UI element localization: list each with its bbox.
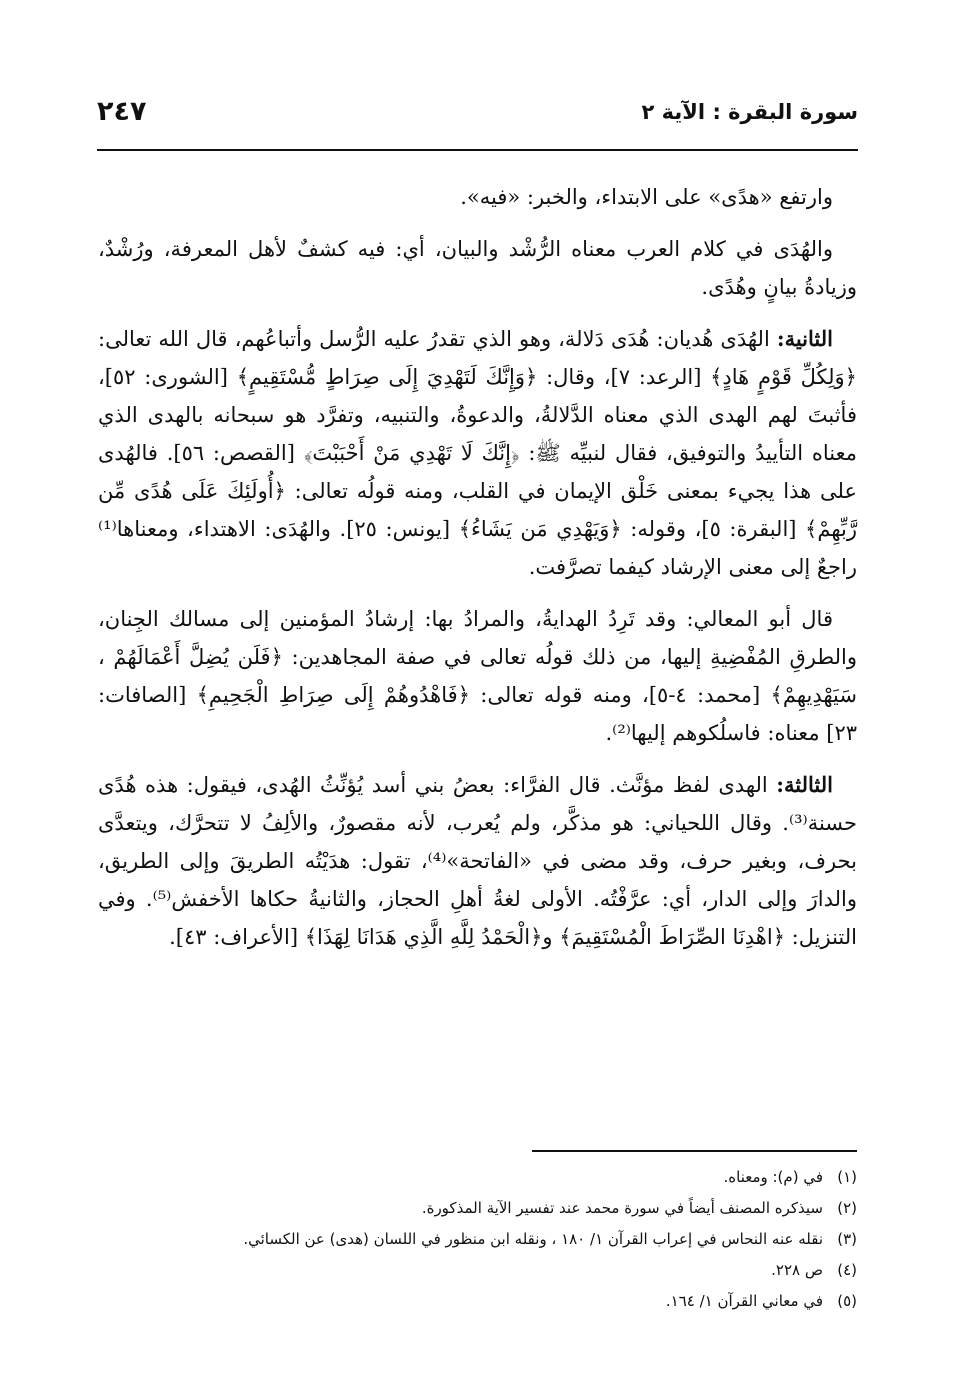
paragraph-text: الهدى لفظ مؤنَّث. قال الفرَّاء: بعضُ بني أسد يُؤنِّثُ الهُدى، فيقول: هذه هُدًى حسنة⁽³⁾. وقال اللحياني: هو مذكَّر، ولم يُعرب، لأنه مقصورٌ، والألِفُ لا تتحرَّك، ويتعدَّى بحرف، وبغير حرف، وقد مضى في «الفاتحة»⁽⁴⁾، تقول: هدَيْتُه الطريقَ وإلى الطريق، والدارَ وإلى الدار، أي: عرَّفْتُه. الأولى لغةُ أهلِ الحجاز، والثانيةُ حكاها الأخفش⁽⁵⁾. وفي التنزيل: ﴿اهْدِنَا الصِّرَاطَ الْمُسْتَقِيمَ﴾ و﴿الْحَمْدُ لِلَّهِ الَّذِي هَدَانَا لِهَذَا﴾ [الأعراف: ٤٣]. <box>98 773 857 949</box>
footnote-number: (٤) <box>837 1261 857 1279</box>
paragraph-text: قال أبو المعالي: وقد تَرِدُ الهدايةُ، والمرادُ بها: إرشادُ المؤمنين إلى مسالك الجِنان، والطرقِ المُفْضِيةِ إليها، من ذلك قولُه تعالى في صفة المجاهدين: ﴿فَلَن يُضِلَّ أَعْمَالَهُمْ ، سَيَهْدِيهِمْ﴾ [محمد: ٤-٥]، ومنه قوله تعالى: ﴿فَاهْدُوهُمْ إِلَى صِرَاطِ الْجَحِيمِ﴾ [الصافات: ٢٣] معناه: فاسلُكوهم إليها⁽²⁾. <box>98 607 857 745</box>
footnote <box>98 1162 857 1193</box>
footnote-number: (٣) <box>837 1230 857 1248</box>
footnote-rule <box>532 1150 857 1152</box>
footnote-number: (١) <box>837 1168 857 1186</box>
main-text <box>98 178 857 970</box>
footnote-number: (٥) <box>837 1292 857 1310</box>
paragraph <box>98 178 857 216</box>
paragraph-text: وارتفع «هدًى» على الابتداء، والخبر: «فيه». <box>460 185 833 209</box>
footnotes <box>98 1162 857 1317</box>
footnote <box>98 1193 857 1224</box>
section-lead: الثالثة: <box>776 772 833 797</box>
header-rule <box>97 149 858 151</box>
paragraph-text: الهُدَى هُديان: هُدَى دَلالة، وهو الذي تقدرُ عليه الرُّسل وأتباعُهم، قال الله تعالى: ﴿وَلِكُلِّ قَوْمٍ هَادٍ﴾ [الرعد: ٧]، وقال: ﴿وَإِنَّكَ لَتَهْدِيَ إِلَى صِرَاطٍ مُّسْتَقِيمٍ﴾ [الشورى: ٥٢]، فأثبتَ لهم الهدى الذي معناه الدَّلالةُ، والدعوةُ، والتنبيه، وتفرَّد هو سبحانه بالهدى الذي معناه التأييدُ والتوفيق، فقال لنبيِّه ﷺ: ﴿إِنَّكَ لَا تَهْدِي مَنْ أَحْبَبْتَ﴾ [القصص: ٥٦]. فالهُدى على هذا يجيء بمعنى خَلْق الإيمان في القلب، ومنه قولُه تعالى: ﴿أُولَئِكَ عَلَى هُدًى مِّن رَّبِّهِمْ﴾ [البقرة: ٥]، وقوله: ﴿وَيَهْدِي مَن يَشَاءُ﴾ [يونس: ٢٥]. والهُدَى: الاهتداء، ومعناها⁽¹⁾ راجعٌ إلى معنى الإرشاد كيفما تصرَّفت. <box>98 327 857 579</box>
footnote-text: سيذكره المصنف أيضاً في سورة محمد عند تفسير الآية المذكورة. <box>421 1199 823 1217</box>
paragraph-third-issue <box>98 766 857 956</box>
paragraph-text: والهُدَى في كلام العرب معناه الرُّشْد والبيان، أي: فيه كشفٌ لأهل المعرفة، ورُشْدٌ، وزيادةُ بيانٍ وهُدًى. <box>98 237 857 299</box>
footnote <box>98 1286 857 1317</box>
section-lead: الثانية: <box>776 326 833 351</box>
footnote-text: في (م): ومعناه. <box>723 1168 823 1186</box>
footnote <box>98 1224 857 1255</box>
footnote-number: (٢) <box>837 1199 857 1217</box>
footnote-text: ص ٢٢٨. <box>771 1261 823 1279</box>
running-header-title: سورة البقرة : الآية ٢ <box>641 100 858 124</box>
paragraph <box>98 600 857 752</box>
footnote-text: نقله عنه النحاس في إعراب القرآن ١/ ١٨٠ ، ونقله ابن منظور في اللسان (هدى) عن الكسائي. <box>243 1230 823 1248</box>
paragraph <box>98 230 857 306</box>
paragraph-second-issue <box>98 320 857 586</box>
footnote <box>98 1255 857 1286</box>
footnote-text: في معاني القرآن ١/ ١٦٤. <box>665 1292 823 1310</box>
page-number: ٢٤٧ <box>97 96 147 127</box>
